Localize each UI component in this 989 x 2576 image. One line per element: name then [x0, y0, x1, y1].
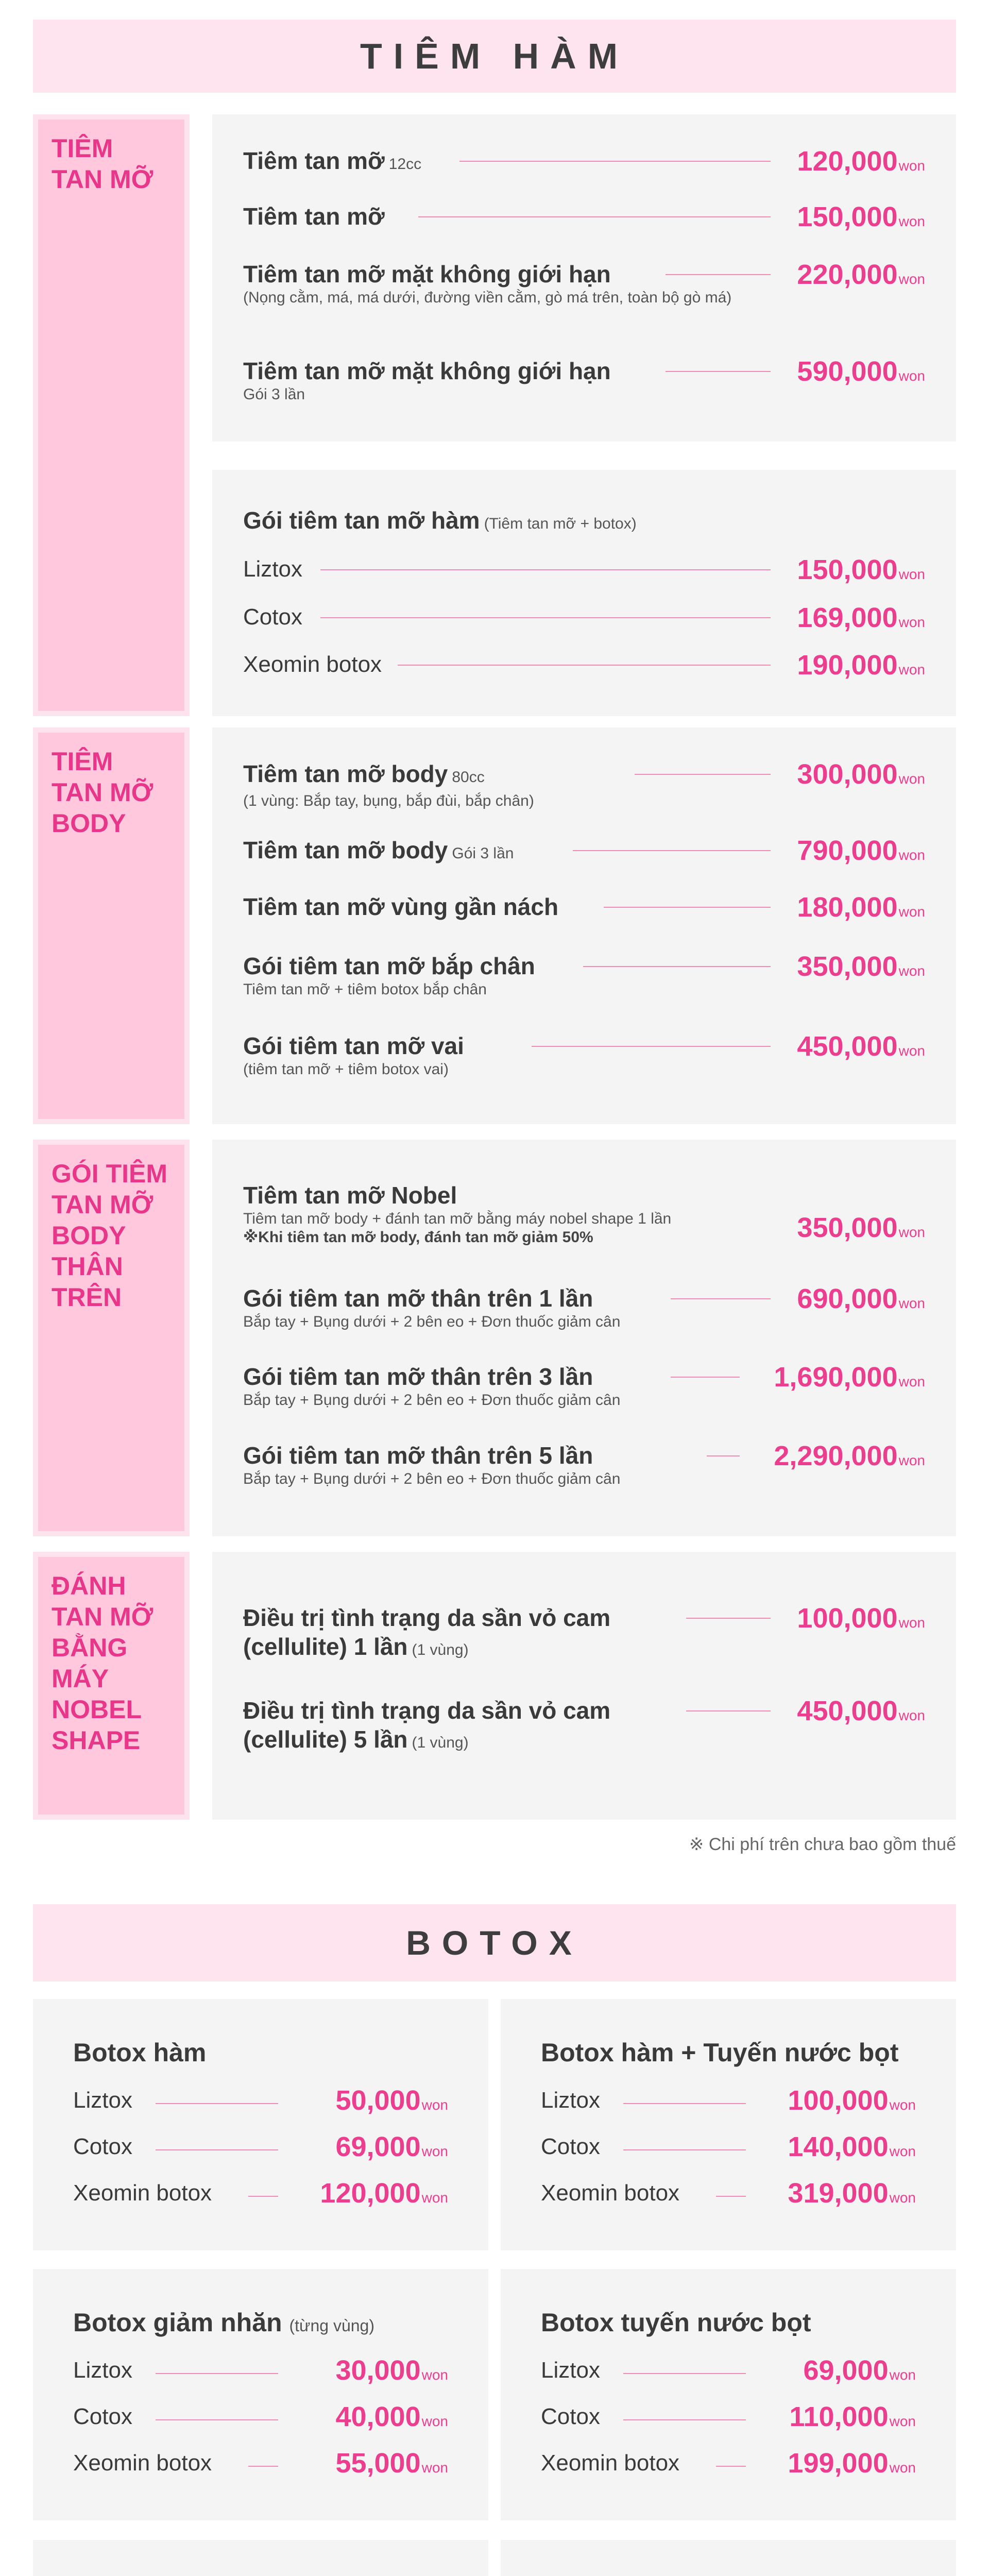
price-row: Điều trị tình trạng da sần vỏ cam (cellulite) 1 lần (1 vùng) 100,000won	[243, 1603, 925, 1660]
price-row: Tiêm tan mỡ body 80cc (1 vùng: Bắp tay, bụng, bắp đùi, bắp chân) 300,000won	[243, 759, 925, 809]
product-name: Xeomin botox	[541, 2450, 680, 2476]
price-row: Gói tiêm tan mỡ thân trên 5 lần Bắp tay + Bụng dưới + 2 bên eo + Đơn thuốc giảm cân 2,290,000won	[243, 1440, 925, 1487]
card-title: Botox tuyến nước bọt	[541, 2308, 811, 2337]
price-row	[73, 2450, 448, 2486]
section-title: BOTOX	[406, 1924, 583, 1962]
leader-line	[623, 2419, 746, 2420]
price: 50,000won	[335, 2085, 448, 2116]
price-row: Gói tiêm tan mỡ thân trên 1 lần Bắp tay + Bụng dưới + 2 bên eo + Đơn thuốc giảm cân 690,000won	[243, 1283, 925, 1330]
leader-line	[623, 2373, 746, 2374]
price-row	[541, 2355, 916, 2394]
price: 319,000won	[788, 2178, 916, 2209]
card-title: Botox hàm	[73, 2038, 207, 2067]
panel-tiem-tan-mo-b	[212, 470, 956, 716]
panel-body-than-tren	[212, 1140, 956, 1536]
product-name: Cotox	[73, 2134, 132, 2159]
section-title: TIÊM HÀM	[360, 36, 629, 76]
botox-card	[501, 1999, 956, 2250]
botox-card	[33, 2540, 488, 2576]
product-name: Liztox	[541, 2358, 600, 2383]
leader-line	[156, 2103, 278, 2104]
panel-tiem-tan-mo-a	[212, 114, 956, 442]
section-banner-tiem-ham	[33, 20, 956, 93]
price: 120,000won	[320, 2178, 448, 2209]
price-row: Tiêm tan mỡ mặt không giới hạn Gói 3 lần 590,000won	[243, 356, 925, 403]
product-name: Cotox	[541, 2404, 600, 2429]
product-name: Xeomin botox	[73, 2450, 212, 2476]
price-row: Gói tiêm tan mỡ vai (tiêm tan mỡ + tiêm botox vai) 450,000won	[243, 1031, 925, 1078]
category-label-body-than-tren: GÓI TIÊM TAN MỠ BODY THÂN TRÊN	[33, 1140, 190, 1536]
price: 69,000won	[335, 2131, 448, 2162]
price: 100,000won	[788, 2085, 916, 2116]
price-row: Gói tiêm tan mỡ thân trên 3 lần Bắp tay + Bụng dưới + 2 bên eo + Đơn thuốc giảm cân 1,690,000won	[243, 1362, 925, 1409]
product-name: Liztox	[541, 2088, 600, 2113]
price-row	[541, 2401, 916, 2440]
botox-card	[501, 2269, 956, 2520]
leader-line	[248, 2196, 278, 2197]
product-name: Xeomin botox	[73, 2180, 212, 2206]
card-title: Botox giảm nhăn (từng vùng)	[73, 2308, 374, 2337]
product-name: Xeomin botox	[541, 2180, 680, 2206]
category-label-nobel-shape: ĐÁNH TAN MỠ BẰNG MÁY NOBEL SHAPE	[33, 1552, 190, 1820]
price-row: Tiêm tan mỡ 12cc 120,000won	[243, 146, 925, 177]
product-name: Cotox	[541, 2134, 600, 2159]
price: 55,000won	[335, 2448, 448, 2479]
botox-card	[33, 2269, 488, 2520]
price: 199,000won	[788, 2448, 916, 2479]
price: 69,000won	[803, 2355, 916, 2386]
price-row: Tiêm tan mỡ body Gói 3 lần 790,000won	[243, 835, 925, 866]
price-row	[73, 2355, 448, 2394]
product-name: Liztox	[73, 2358, 132, 2383]
card-title: Botox hàm + Tuyến nước bọt	[541, 2038, 899, 2067]
price-row: Điều trị tình trạng da sần vỏ cam (cellulite) 5 lần (1 vùng) 450,000won	[243, 1696, 925, 1753]
product-name: Liztox	[73, 2088, 132, 2113]
price-row	[541, 2180, 916, 2216]
leader-line	[156, 2149, 278, 2150]
price-row: Gói tiêm tan mỡ bắp chân Tiêm tan mỡ + tiêm botox bắp chân 350,000won	[243, 951, 925, 998]
leader-line	[623, 2103, 746, 2104]
tax-footnote: ※ Chi phí trên chưa bao gồm thuế	[689, 1835, 956, 1854]
leader-line	[623, 2149, 746, 2150]
price: 40,000won	[335, 2401, 448, 2432]
leader-line	[156, 2419, 278, 2420]
price-row	[73, 2131, 448, 2170]
price-row: Tiêm tan mỡ Nobel Tiêm tan mỡ body + đánh tan mỡ bằng máy nobel shape 1 lần ※Khi tiêm tan mỡ body, đánh tan mỡ giảm 50% 350,000won	[243, 1182, 925, 1246]
panel-nobel-shape	[212, 1552, 956, 1820]
price-row: Xeomin botox 190,000won	[243, 650, 925, 681]
price: 140,000won	[788, 2131, 916, 2162]
price-row	[541, 2131, 916, 2170]
price-row	[73, 2085, 448, 2124]
price-row	[541, 2085, 916, 2124]
price-row: Cotox 169,000won	[243, 602, 925, 633]
price-row	[73, 2180, 448, 2216]
leader-line	[716, 2466, 746, 2467]
package-title: Gói tiêm tan mỡ hàm (Tiêm tan mỡ + botox)	[243, 507, 637, 534]
category-label-tiem-tan-mo-body: TIÊM TAN MỠ BODY	[33, 727, 190, 1124]
price-row: Tiêm tan mỡ vùng gần nách 180,000won	[243, 892, 925, 923]
price-row: Liztox 150,000won	[243, 554, 925, 585]
leader-line	[716, 2196, 746, 2197]
leader-line	[248, 2466, 278, 2467]
category-label-tiem-tan-mo: TIÊM TAN MỠ	[33, 114, 190, 716]
price-row: Tiêm tan mỡ 150,000won	[243, 201, 925, 232]
product-name: Cotox	[73, 2404, 132, 2429]
price: 110,000won	[789, 2401, 916, 2432]
price-row	[73, 2401, 448, 2440]
price: 30,000won	[335, 2355, 448, 2386]
botox-card	[33, 1999, 488, 2250]
botox-card	[501, 2540, 956, 2576]
price-row: Tiêm tan mỡ mặt không giới hạn (Nọng cằm, má, má dưới, đường viền cằm, gò má trên, toàn bộ gò má) 220,000won	[243, 259, 925, 306]
panel-tiem-tan-mo-body	[212, 727, 956, 1124]
leader-line	[156, 2373, 278, 2374]
section-banner-botox	[33, 1904, 956, 1981]
price-row	[541, 2450, 916, 2486]
